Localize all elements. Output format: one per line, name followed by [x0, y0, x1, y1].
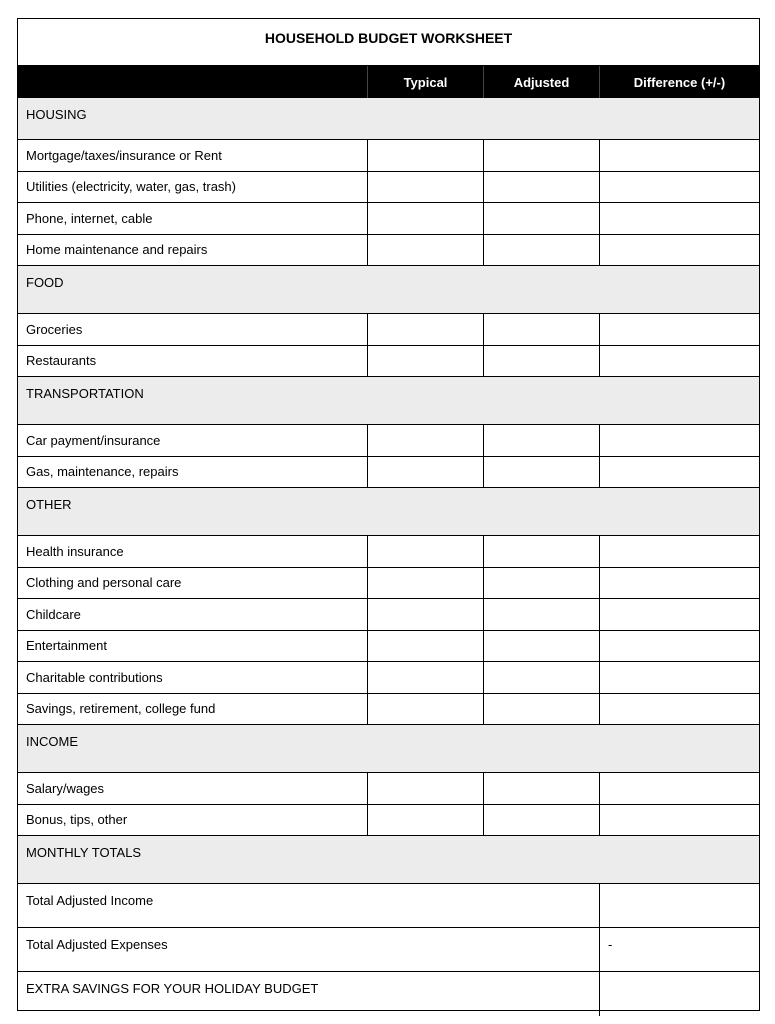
- typical-cell[interactable]: [367, 805, 483, 836]
- adjusted-cell[interactable]: [483, 140, 599, 171]
- difference-cell[interactable]: [599, 694, 759, 725]
- typical-cell[interactable]: [367, 568, 483, 599]
- difference-cell[interactable]: [599, 203, 759, 234]
- column-header-row: [18, 66, 759, 98]
- adjusted-cell[interactable]: [483, 694, 599, 725]
- typical-cell[interactable]: [367, 662, 483, 693]
- adjusted-cell[interactable]: [483, 662, 599, 693]
- row-label: Childcare: [26, 606, 81, 622]
- row-label: Savings, retirement, college fund: [26, 701, 216, 717]
- difference-cell[interactable]: [599, 599, 759, 630]
- row-label: Clothing and personal care: [26, 575, 182, 591]
- difference-cell[interactable]: [599, 662, 759, 693]
- typical-cell[interactable]: [367, 203, 483, 234]
- budget-row: [18, 773, 759, 805]
- typical-cell[interactable]: [367, 425, 483, 456]
- row-label: Home maintenance and repairs: [26, 242, 208, 258]
- adjusted-cell[interactable]: [483, 346, 599, 377]
- typical-cell[interactable]: [367, 346, 483, 377]
- budget-row: [18, 631, 759, 663]
- typical-cell[interactable]: [367, 773, 483, 804]
- budget-row: [18, 172, 759, 204]
- section-header: FOOD: [18, 266, 759, 314]
- row-label: Health insurance: [26, 543, 124, 559]
- adjusted-cell[interactable]: [483, 172, 599, 203]
- adjusted-cell[interactable]: [483, 568, 599, 599]
- totals-value-cell[interactable]: -: [599, 928, 759, 971]
- typical-cell[interactable]: [367, 140, 483, 171]
- row-label: Entertainment: [26, 638, 107, 654]
- totals-label: Total Adjusted Income: [26, 893, 154, 908]
- adjusted-cell[interactable]: [483, 314, 599, 345]
- difference-cell[interactable]: [599, 314, 759, 345]
- typical-cell[interactable]: [367, 631, 483, 662]
- difference-cell[interactable]: [599, 457, 759, 488]
- row-label: Bonus, tips, other: [26, 812, 128, 828]
- adjusted-cell[interactable]: [483, 773, 599, 804]
- worksheet-body: [18, 98, 759, 1016]
- row-label: Restaurants: [26, 353, 97, 369]
- section-header-monthly-totals: MONTHLY TOTALS: [18, 836, 759, 884]
- typical-cell[interactable]: [367, 314, 483, 345]
- difference-cell[interactable]: [599, 631, 759, 662]
- section-header: OTHER: [18, 488, 759, 536]
- totals-row: [18, 884, 759, 928]
- budget-row: [18, 694, 759, 726]
- budget-row: [18, 235, 759, 267]
- row-label: Phone, internet, cable: [26, 210, 153, 226]
- budget-row: [18, 662, 759, 694]
- difference-cell[interactable]: [599, 568, 759, 599]
- budget-row: [18, 346, 759, 378]
- difference-cell[interactable]: [599, 536, 759, 567]
- header-adjusted: Adjusted: [483, 66, 599, 98]
- header-typical: Typical: [367, 66, 483, 98]
- totals-label: EXTRA SAVINGS FOR YOUR HOLIDAY BUDGET: [26, 981, 319, 996]
- difference-cell[interactable]: [599, 172, 759, 203]
- budget-row: [18, 425, 759, 457]
- row-label: Groceries: [26, 321, 83, 337]
- budget-row: [18, 536, 759, 568]
- section-header: TRANSPORTATION: [18, 377, 759, 425]
- section-header: INCOME: [18, 725, 759, 773]
- row-label: Gas, maintenance, repairs: [26, 464, 179, 480]
- difference-cell[interactable]: [599, 235, 759, 266]
- header-label-column: [18, 66, 367, 98]
- budget-row: [18, 568, 759, 600]
- typical-cell[interactable]: [367, 694, 483, 725]
- adjusted-cell[interactable]: [483, 536, 599, 567]
- adjusted-cell[interactable]: [483, 203, 599, 234]
- totals-label: Total Adjusted Expenses: [26, 937, 168, 952]
- budget-row: [18, 140, 759, 172]
- adjusted-cell[interactable]: [483, 599, 599, 630]
- difference-cell[interactable]: [599, 140, 759, 171]
- adjusted-cell[interactable]: [483, 631, 599, 662]
- typical-cell[interactable]: [367, 172, 483, 203]
- totals-row: [18, 928, 759, 972]
- adjusted-cell[interactable]: [483, 235, 599, 266]
- row-label: Mortgage/taxes/insurance or Rent: [26, 147, 222, 163]
- difference-cell[interactable]: [599, 425, 759, 456]
- budget-row: [18, 314, 759, 346]
- totals-row: [18, 972, 759, 1016]
- row-label: Salary/wages: [26, 780, 105, 796]
- typical-cell[interactable]: [367, 536, 483, 567]
- budget-row: [18, 599, 759, 631]
- section-header: HOUSING: [18, 98, 759, 140]
- typical-cell[interactable]: [367, 599, 483, 630]
- header-difference: Difference (+/-): [599, 66, 759, 98]
- budget-worksheet: [17, 18, 760, 1011]
- row-label: Charitable contributions: [26, 669, 163, 685]
- budget-row: [18, 805, 759, 837]
- difference-cell[interactable]: [599, 773, 759, 804]
- totals-value-cell[interactable]: [599, 884, 759, 927]
- row-label: Car payment/insurance: [26, 432, 161, 448]
- typical-cell[interactable]: [367, 235, 483, 266]
- budget-row: [18, 203, 759, 235]
- adjusted-cell[interactable]: [483, 805, 599, 836]
- adjusted-cell[interactable]: [483, 457, 599, 488]
- worksheet-title: HOUSEHOLD BUDGET WORKSHEET: [18, 19, 759, 66]
- budget-row: [18, 457, 759, 489]
- difference-cell[interactable]: [599, 346, 759, 377]
- totals-value-cell[interactable]: [599, 972, 759, 1016]
- difference-cell[interactable]: [599, 805, 759, 836]
- row-label: Utilities (electricity, water, gas, trash): [26, 179, 236, 195]
- typical-cell[interactable]: [367, 457, 483, 488]
- adjusted-cell[interactable]: [483, 425, 599, 456]
